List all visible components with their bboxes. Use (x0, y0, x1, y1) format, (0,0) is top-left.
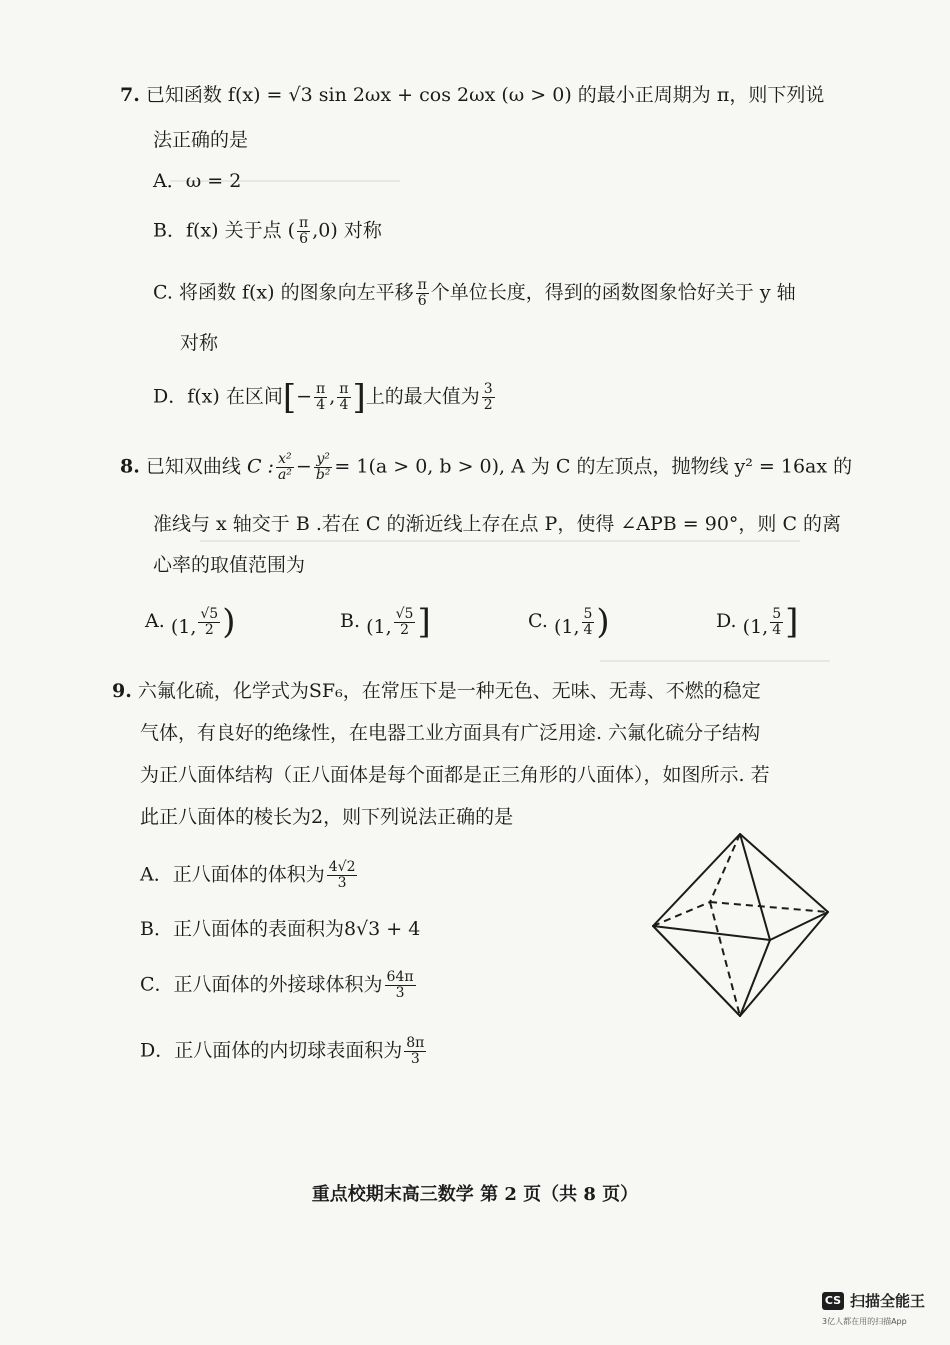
q7-option-c-suffix: 个单位长度，得到的函数图象恰好关于 y 轴 (430, 281, 796, 304)
frac-denominator: a² (277, 467, 292, 483)
frac-numerator: π (417, 277, 427, 293)
q9-stem-line2: 气体，有良好的绝缘性，在电器工业方面具有广泛用途. 六氟化硫分子结构 (140, 722, 761, 744)
cs-logo-icon: CS (822, 1292, 844, 1310)
q9-option-b: B．正八面体的表面积为8√3 + 4 (140, 918, 421, 940)
q8-y-fraction (314, 452, 333, 483)
q8-stem-line3: 心率的取值范围为 (153, 554, 306, 576)
q8-stem-prefix: 已知双曲线 (145, 455, 241, 478)
option-label: D. (716, 610, 737, 632)
frac-denominator: b² (315, 467, 331, 483)
octahedron-figure (648, 830, 838, 1030)
q8-option-a-fraction (198, 607, 220, 638)
q7-option-c-fraction (416, 278, 429, 309)
frac-denominator: 4 (772, 621, 782, 638)
q8-stem-line2: 准线与 x 轴交于 B .若在 C 的渐近线上存在点 P，使得 ∠APB = 90°，则 C 的离 (153, 513, 842, 535)
interval-right: ] (417, 602, 431, 642)
frac-numerator: 5 (772, 605, 782, 622)
q9-option-d (140, 1036, 428, 1067)
frac-numerator: y² (314, 452, 333, 468)
q8-stem-line1: 8. 已知双曲线 C : $\frac{\text{x²}}{\text{a²}}$ − $\frac{\text{y²}}{\text{b²}}$ = 1(a > 0, b > 0), A 为 C 的左顶点，抛物线 y² = 16ax 的 (120, 451, 853, 483)
q7-option-c-line2: 对称 (180, 332, 219, 354)
q9-option-c (140, 970, 418, 1001)
q7-option-b-suffix: ,0) 对称 (312, 219, 382, 242)
frac-denominator: 2 (483, 397, 493, 413)
option-text: D．正八面体的内切球表面积为 (140, 1039, 403, 1062)
q7-option-d-prefix: D．f(x) 在区间 (153, 385, 283, 408)
q9-stem-text: 六氟化硫，化学式为SF₆，在常压下是一种无色、无味、无毒、不燃的稳定 (137, 680, 761, 702)
q8-option-b (340, 602, 431, 642)
frac-denominator: 3 (410, 1051, 420, 1067)
option-label: C. (528, 610, 548, 632)
q9-stem-line1 (112, 678, 761, 704)
interval-left: (1, (170, 616, 197, 638)
hidden-edge-top-back (710, 834, 740, 902)
interval (743, 602, 769, 642)
q9-stem-line3: 为正八面体结构（正八面体是每个面都是正三角形的八面体），如图所示. 若 (140, 764, 770, 786)
scanner-name: 扫描全能王 (850, 1292, 926, 1310)
q7-stem-line2: 法正确的是 (153, 129, 249, 151)
q8-number: 8. (120, 455, 140, 478)
interval (171, 602, 197, 642)
q7-option-c-prefix: C. 将函数 f(x) 的图象向左平移 (153, 281, 414, 304)
edge-front-right (770, 912, 828, 940)
hidden-edge-back-right (710, 902, 828, 912)
q7-option-d-value (482, 382, 495, 413)
hidden-edge-back-bottom (710, 902, 740, 1016)
frac-numerator: x² (276, 452, 294, 468)
scanner-watermark (822, 1290, 925, 1311)
q9-option-c-fraction (385, 970, 416, 1001)
option-label: A. (145, 610, 165, 632)
q7-option-d-mid: 上的最大值为 (365, 385, 480, 408)
left-bracket: [ (282, 377, 297, 418)
q7-option-b (153, 216, 382, 247)
interval (554, 602, 580, 642)
q7-option-b-fraction (297, 216, 310, 247)
edge-top-front (740, 834, 770, 940)
bleed-through-mark (600, 660, 830, 662)
edge-bottom-front (740, 940, 770, 1016)
q9-option-a-fraction (327, 860, 358, 891)
edge-bottom-right (740, 912, 828, 1016)
interval-right: ) (222, 602, 236, 642)
q7-stem-line1 (120, 82, 824, 108)
q7-option-d-right-fraction (337, 382, 350, 413)
interval-left: (1, (553, 616, 580, 638)
q7-option-c (153, 278, 796, 309)
frac-denominator: 4 (339, 397, 349, 413)
q7-option-d: D．f(x) 在区间[− $\frac{\pi}{4}$ , $\frac{\pi}{4}$ ]上的最大值为 $\frac{3}{2}$ (153, 377, 493, 418)
frac-numerator: √5 (200, 605, 219, 622)
edge-bottom-left (653, 926, 740, 1016)
frac-numerator: 4√2 (328, 859, 356, 875)
q8-option-c (528, 602, 610, 642)
frac-denominator: 2 (400, 621, 409, 638)
frac-numerator: √5 (395, 605, 414, 622)
frac-denominator: 4 (583, 621, 593, 638)
q9-option-d-fraction (404, 1036, 426, 1067)
page-footer: 重点校期末高三数学 第 2 页（共 8 页） (311, 1184, 639, 1205)
q7-number: 7. (120, 84, 140, 106)
interval-right: ) (596, 602, 610, 642)
q8-stem-suffix: = 1(a > 0, b > 0), A 为 C 的左顶点，抛物线 y² = 16ax 的 (334, 455, 853, 478)
option-text: C．正八面体的外接球体积为 (140, 973, 383, 996)
scanner-tagline: 3亿人都在用的扫描App (822, 1317, 907, 1326)
q9-option-a (140, 860, 359, 891)
frac-denominator: 6 (417, 293, 427, 309)
interval (366, 602, 392, 642)
edge-left-front (653, 926, 770, 940)
frac-numerator: π (299, 215, 309, 231)
q8-option-d-fraction (770, 607, 783, 638)
q7-option-a: A．ω = 2 (153, 170, 242, 192)
q7-stem-text: 已知函数 f(x) = √3 sin 2ωx + cos 2ωx (ω > 0) 的最小正周期为 π，则下列说 (145, 84, 825, 106)
hidden-edge-back-left (653, 902, 710, 926)
q8-curve-name: C : (246, 455, 274, 478)
frac-numerator: 5 (583, 605, 593, 622)
q9-number: 9. (112, 680, 132, 702)
interval-right: ] (785, 602, 799, 642)
q8-option-b-fraction (394, 607, 416, 638)
q8-option-d (716, 602, 798, 642)
q7-option-d-left-fraction (314, 382, 327, 413)
option-label: B. (340, 610, 361, 632)
frac-numerator: π (339, 381, 349, 397)
frac-denominator: 3 (337, 875, 347, 891)
frac-denominator: 4 (316, 397, 326, 413)
q8-option-c-fraction (582, 607, 595, 638)
option-text: A．正八面体的体积为 (140, 863, 325, 886)
q7-option-b-prefix: B．f(x) 关于点 ( (153, 219, 296, 242)
right-bracket: ] (352, 377, 366, 418)
frac-denominator: 6 (299, 231, 309, 247)
frac-denominator: 3 (395, 985, 405, 1001)
frac-denominator: 2 (204, 621, 214, 638)
edge-top-right (740, 834, 828, 912)
interval-left: (1, (742, 616, 769, 638)
q8-option-a (145, 602, 235, 642)
q9-stem-line4: 此正八面体的棱长为2，则下列说法正确的是 (140, 806, 514, 828)
frac-numerator: 3 (483, 381, 493, 397)
frac-numerator: 8π (406, 1035, 425, 1051)
frac-numerator: 64π (386, 969, 414, 985)
interval-left: (1, (366, 616, 392, 638)
q8-x-fraction (276, 452, 294, 483)
frac-numerator: π (316, 381, 326, 397)
edge-top-left (653, 834, 740, 926)
bleed-through-mark (200, 540, 800, 542)
